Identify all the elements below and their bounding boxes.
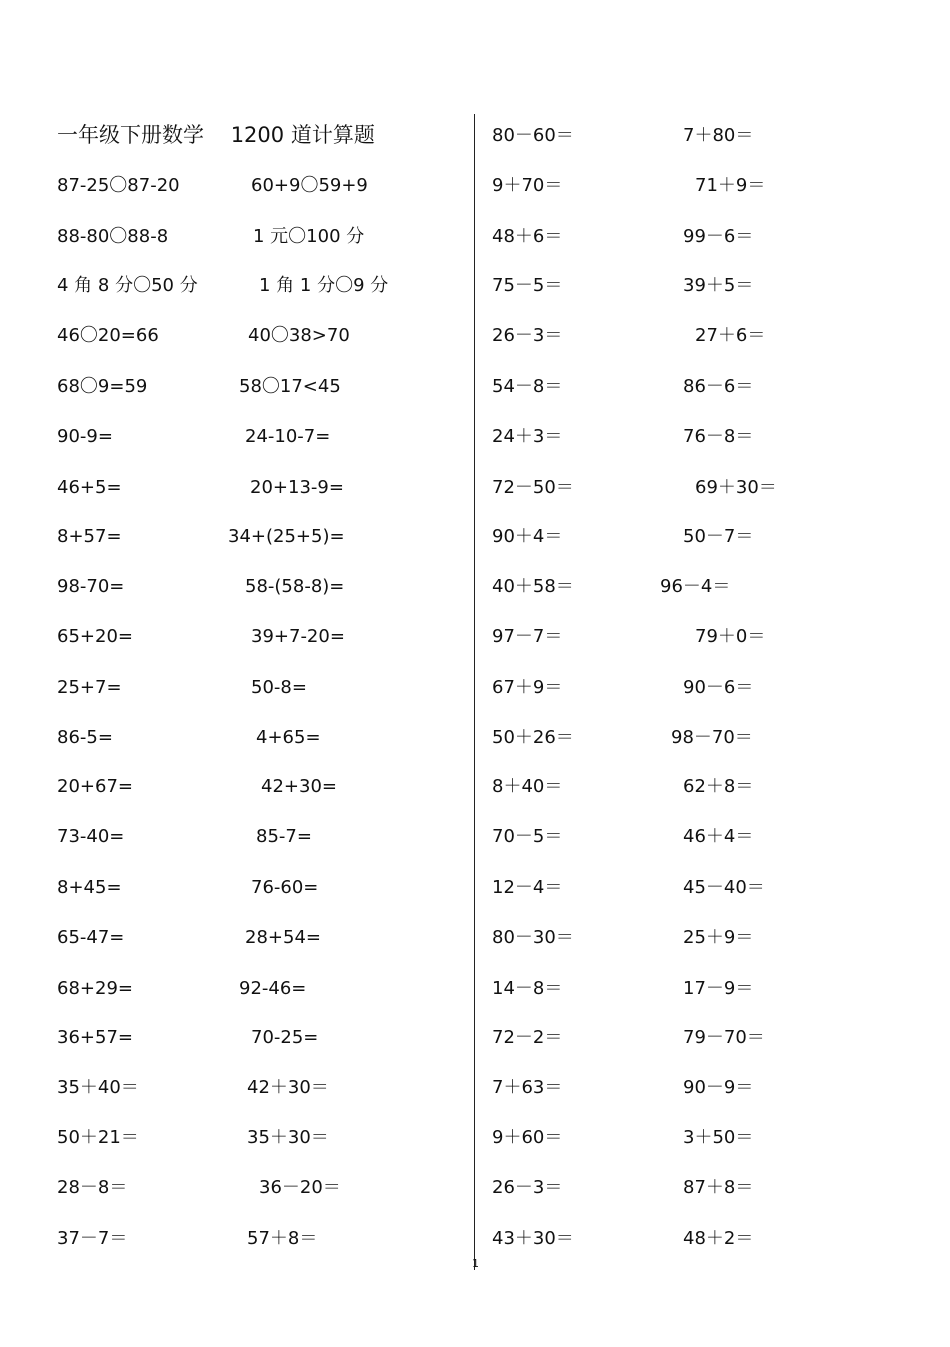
- left-problem-a: 90-9=: [57, 426, 113, 447]
- right-problem-a: 7＋63＝: [492, 1077, 563, 1098]
- left-problem-b: 60+9〇59+9: [251, 175, 368, 196]
- left-problem-a: 73-40=: [57, 826, 125, 847]
- right-problem-b: 46＋4＝: [683, 826, 754, 847]
- left-problem-b: 58-(58-8)=: [245, 576, 345, 597]
- left-problem-b: 58〇17<45: [239, 376, 341, 397]
- left-problem-a: 46〇20=66: [57, 325, 159, 346]
- left-problem-a: 36+57=: [57, 1027, 133, 1048]
- left-problem-b: 85-7=: [256, 826, 312, 847]
- left-problem-a: 68〇9=59: [57, 376, 148, 397]
- right-problem-a: 9＋60＝: [492, 1127, 563, 1148]
- right-problem-b: 62＋8＝: [683, 776, 754, 797]
- left-problem-b: 39+7-20=: [251, 626, 345, 647]
- left-problem-a: 8+45=: [57, 877, 122, 898]
- right-problem-a: 8＋40＝: [492, 776, 563, 797]
- right-problem-b: 99－6＝: [683, 226, 754, 247]
- right-problem-a: 43＋30＝: [492, 1228, 574, 1249]
- right-problem-b: 45－40＝: [683, 877, 765, 898]
- right-problem-a: 72－2＝: [492, 1027, 563, 1048]
- left-problem-a: 65-47=: [57, 927, 125, 948]
- right-problem-a: 12－4＝: [492, 877, 563, 898]
- right-problem-a: 80－30＝: [492, 927, 574, 948]
- left-problem-b: 36－20＝: [259, 1177, 341, 1198]
- right-problem-a: 70－5＝: [492, 826, 563, 847]
- left-problem-a: 46+5=: [57, 477, 122, 498]
- right-problem-b: 76－8＝: [683, 426, 754, 447]
- right-problem-b: 48＋2＝: [683, 1228, 754, 1249]
- left-problem-a: 86-5=: [57, 727, 113, 748]
- left-problem-b: 1 元〇100 分: [253, 226, 365, 247]
- left-problem-b: 40〇38>70: [248, 325, 350, 346]
- left-problem-b: 1 角 1 分〇9 分: [259, 275, 389, 296]
- right-problem-b: 90－6＝: [683, 677, 754, 698]
- left-problem-b: 20+13-9=: [250, 477, 344, 498]
- left-problem-b: 70-25=: [251, 1027, 319, 1048]
- right-problem-a: 24＋3＝: [492, 426, 563, 447]
- right-problem-b: 39＋5＝: [683, 275, 754, 296]
- right-problem-b: 3＋50＝: [683, 1127, 754, 1148]
- page-number: 1: [472, 1257, 479, 1270]
- left-problem-b: 50-8=: [251, 677, 307, 698]
- right-problem-b: 25＋9＝: [683, 927, 754, 948]
- left-problem-a: 28－8＝: [57, 1177, 128, 1198]
- right-problem-a: 40＋58＝: [492, 576, 574, 597]
- left-problem-b: 92-46=: [239, 978, 307, 999]
- left-problem-b: 42+30=: [261, 776, 337, 797]
- left-problem-a: 50＋21＝: [57, 1127, 139, 1148]
- left-problem-a: 20+67=: [57, 776, 133, 797]
- right-problem-b: 87＋8＝: [683, 1177, 754, 1198]
- left-problem-a: 4 角 8 分〇50 分: [57, 275, 198, 296]
- right-problem-a: 67＋9＝: [492, 677, 563, 698]
- left-problem-b: 42＋30＝: [247, 1077, 329, 1098]
- right-problem-a: 97－7＝: [492, 626, 563, 647]
- left-problem-b: 24-10-7=: [245, 426, 331, 447]
- right-problem-a: 48＋6＝: [492, 226, 563, 247]
- left-problem-b: 57＋8＝: [247, 1228, 318, 1249]
- right-problem-a: 72－50＝: [492, 477, 574, 498]
- left-problem-a: 25+7=: [57, 677, 122, 698]
- left-problem-b: 34+(25+5)=: [228, 526, 345, 547]
- left-problem-b: 35＋30＝: [247, 1127, 329, 1148]
- page-title: 一年级下册数学 1200 道计算题: [57, 123, 375, 147]
- right-problem-b: 79－70＝: [683, 1027, 765, 1048]
- right-problem-a: 75－5＝: [492, 275, 563, 296]
- left-problem-b: 76-60=: [251, 877, 319, 898]
- left-problem-a: 8+57=: [57, 526, 122, 547]
- right-problem-b: 98－70＝: [671, 727, 753, 748]
- left-problem-a: 98-70=: [57, 576, 125, 597]
- right-problem-a: 90＋4＝: [492, 526, 563, 547]
- left-problem-a: 88-80〇88-8: [57, 226, 169, 247]
- right-problem-b: 7＋80＝: [683, 125, 754, 146]
- right-problem-b: 27＋6＝: [695, 325, 766, 346]
- left-problem-a: 65+20=: [57, 626, 133, 647]
- right-problem-a: 54－8＝: [492, 376, 563, 397]
- left-problem-b: 4+65=: [256, 727, 321, 748]
- right-problem-b: 79＋0＝: [695, 626, 766, 647]
- right-problem-b: 71＋9＝: [695, 175, 766, 196]
- left-problem-a: 35＋40＝: [57, 1077, 139, 1098]
- left-problem-b: 28+54=: [245, 927, 321, 948]
- right-problem-a: 26－3＝: [492, 1177, 563, 1198]
- left-problem-a: 37－7＝: [57, 1228, 128, 1249]
- right-problem-a: 50＋26＝: [492, 727, 574, 748]
- left-problem-a: 87-25〇87-20: [57, 175, 180, 196]
- right-problem-b: 90－9＝: [683, 1077, 754, 1098]
- right-problem-b: 96－4＝: [660, 576, 731, 597]
- right-problem-b: 86－6＝: [683, 376, 754, 397]
- left-problem-a: 68+29=: [57, 978, 133, 999]
- right-problem-a: 80－60＝: [492, 125, 574, 146]
- right-problem-a: 26－3＝: [492, 325, 563, 346]
- right-problem-a: 14－8＝: [492, 978, 563, 999]
- column-divider: [474, 114, 475, 1270]
- right-problem-b: 50－7＝: [683, 526, 754, 547]
- right-problem-b: 17－9＝: [683, 978, 754, 999]
- right-problem-a: 9＋70＝: [492, 175, 563, 196]
- right-problem-b: 69＋30＝: [695, 477, 777, 498]
